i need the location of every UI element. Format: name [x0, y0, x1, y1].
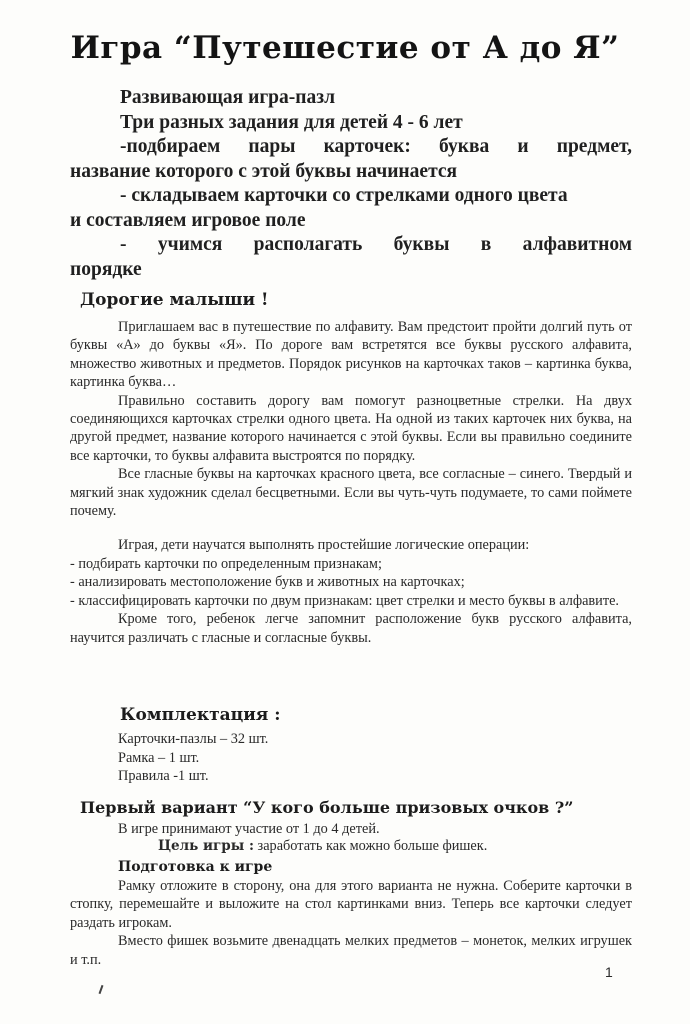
list-item: Карточки-пазлы – 32 шт. [118, 731, 269, 747]
intro-block [70, 86, 632, 282]
list-item: Рамка – 1 шт. [118, 749, 200, 766]
goal-label: Цель игры : [158, 838, 254, 854]
intro-line: Развивающая игра-пазл [120, 87, 336, 108]
paragraph: Правильно составить дорогу вам помогут разноцветные стрелки. На двух соединяющихся карточках стрелки одного цвета. На одной из таких карточек них буква, на другой предмет, название которого начинается с этой буквы. Если вы правильно соедините все карточки, то буквы алфавита выстроятся по порядку. [70, 392, 632, 464]
paragraph: - подбирать карточки по определенным признакам; [70, 555, 382, 572]
paragraph: - классифицировать карточки по двум признакам: цвет стрелки и место буквы в алфавите. [70, 592, 620, 609]
intro-line: порядке [70, 258, 142, 280]
paragraph: - анализировать местоположение букв и животных на карточках; [70, 574, 465, 591]
paragraph: Вместо фишек возьмите двенадцать мелких предметов – монеток, мелких игрушек и т.п. [70, 933, 632, 968]
intro-line: и составляем игровое поле [70, 209, 306, 231]
section-heading-first-variant: Первый вариант “У кого больше призовых очков ?” [80, 798, 574, 817]
goal-line [158, 838, 487, 855]
goal-text: заработать как можно больше фишек. [257, 838, 488, 854]
intro-line: - учимся располагать буквы в алфавитном [120, 234, 632, 255]
intro-line: название которого с этой буквы начинается [70, 160, 458, 182]
prep-text [70, 877, 632, 969]
list-item: Правила -1 шт. [118, 768, 209, 785]
participants-text: В игре принимают участие от 1 до 4 детей. [118, 821, 380, 837]
section-text [70, 318, 632, 647]
intro-line: Три разных задания для детей 4 - 6 лет [120, 111, 463, 133]
intro-line: - складываем карточки со стрелками одного цвета [120, 185, 568, 206]
paragraph: Рамку отложите в сторону, она для этого варианта не нужна. Соберите карточки в стопку, перемешайте и выложите на стол картинками вниз. Теперь все карточки следует раздать игрокам. [70, 878, 632, 931]
paragraph: Играя, дети научатся выполнять простейшие логические операции: [118, 537, 530, 554]
contents-list [118, 730, 268, 786]
intro-line: -подбираем пары карточек: буква и предмет, [120, 136, 632, 157]
paragraph: Кроме того, ребенок легче запомнит расположение букв русского алфавита, научится различать с гласные и согласные буквы. [70, 611, 632, 646]
paragraph: Приглашаем вас в путешествие по алфавиту. Вам предстоит пройти долгий путь от буквы «А» до буквы «Я». По дороге вам встретятся все буквы русского алфавита, множество животных и предметов. Порядок рисунков на карточках таков – картинка буква, картинка буква… [70, 319, 632, 391]
section-heading-dear-kids: Дорогие малыши ! [80, 290, 269, 310]
page-number: 1 [605, 964, 613, 980]
scan-mark [99, 985, 104, 994]
section-heading-contents: Комплектация : [120, 705, 281, 725]
paragraph: Все гласные буквы на карточках красного цвета, все согласные – синего. Твердый и мягкий знак художник сделал бесцветными. Если вы чуть-чуть подумаете, то сами поймете почему. [70, 466, 632, 520]
page-title: Игра “Путешестие от А до Я” [70, 30, 620, 66]
prep-heading: Подготовка к игре [118, 859, 273, 875]
